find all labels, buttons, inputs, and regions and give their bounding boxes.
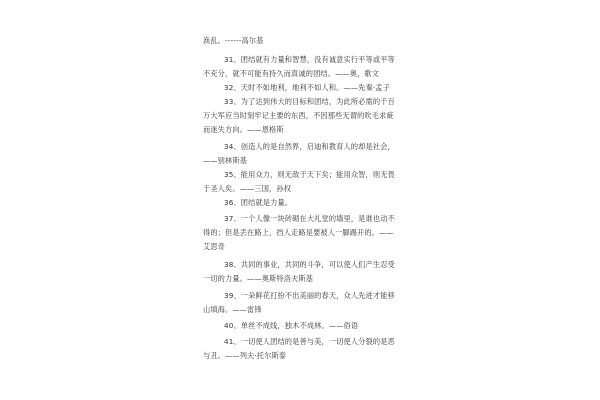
- quote-34-line-1: 34、创造人的是自然界，启迪和教育人的却是社会，: [224, 142, 395, 151]
- quote-34-line-2: ——别林斯基: [203, 156, 248, 165]
- quote-32-line-1: 32、天时不如地利，地利不如人和。——先秦·孟子: [224, 83, 390, 92]
- quote-37-line-2: 得的；但是丢在路上，挡人走路是要被人一脚踢开的。——: [203, 228, 394, 237]
- quote-41-line-2: 与丑。——列夫·托尔斯泰: [203, 351, 287, 360]
- quote-38-line-2: 一切的力量。——奥斯特洛夫斯基: [203, 274, 314, 283]
- quote-40-line-1: 40、单丝不成线，独木不成林。——俗语: [224, 321, 359, 330]
- quote-39-line-2: 山填海。——雷锋: [203, 305, 262, 314]
- quote-33-line-3: 而迷失方向。——恩格斯: [203, 125, 284, 134]
- quote-38-line-1: 38、共同的事业，共同的斗争，可以使人们产生忍受: [224, 260, 395, 269]
- quote-39-line-1: 39、一朵鲜花打扮不出美丽的春天，众人先进才能移: [224, 291, 395, 300]
- quote-33-line-1: 33、为了达到伟大的目标和团结，为此所必需的千百: [224, 97, 395, 106]
- quote-31-line-1: 31、团结就有力量和智慧，没有诚意实行平等或平等: [224, 55, 395, 64]
- quote-33-line-2: 万大军应当时刻牢记主要的东西，不因那些无谓的吹毛求疵: [203, 111, 394, 120]
- quote-37-line-1: 37、一个人像一块砖砌在大礼堂的墙里，是谁也动不: [224, 214, 395, 223]
- quote-35-line-1: 35、能用众力，则无敌于天下矣；能用众智，则无畏: [224, 170, 395, 179]
- quote-31-line-2: 不充分，就不可能有持久而真诚的团结。——奥，歌文: [203, 69, 380, 78]
- quote-35-line-2: 于圣人矣。——三国，孙权: [203, 184, 292, 193]
- quote-37-line-3: 艾思奇: [203, 242, 226, 251]
- quote-41-line-1: 41、一切使人团结的是善与美，一切使人分裂的是恶: [224, 337, 395, 346]
- quote-36-line-1: 36、团结就是力量。: [224, 198, 293, 207]
- text-line: 涣乱。------高尔基: [203, 36, 264, 45]
